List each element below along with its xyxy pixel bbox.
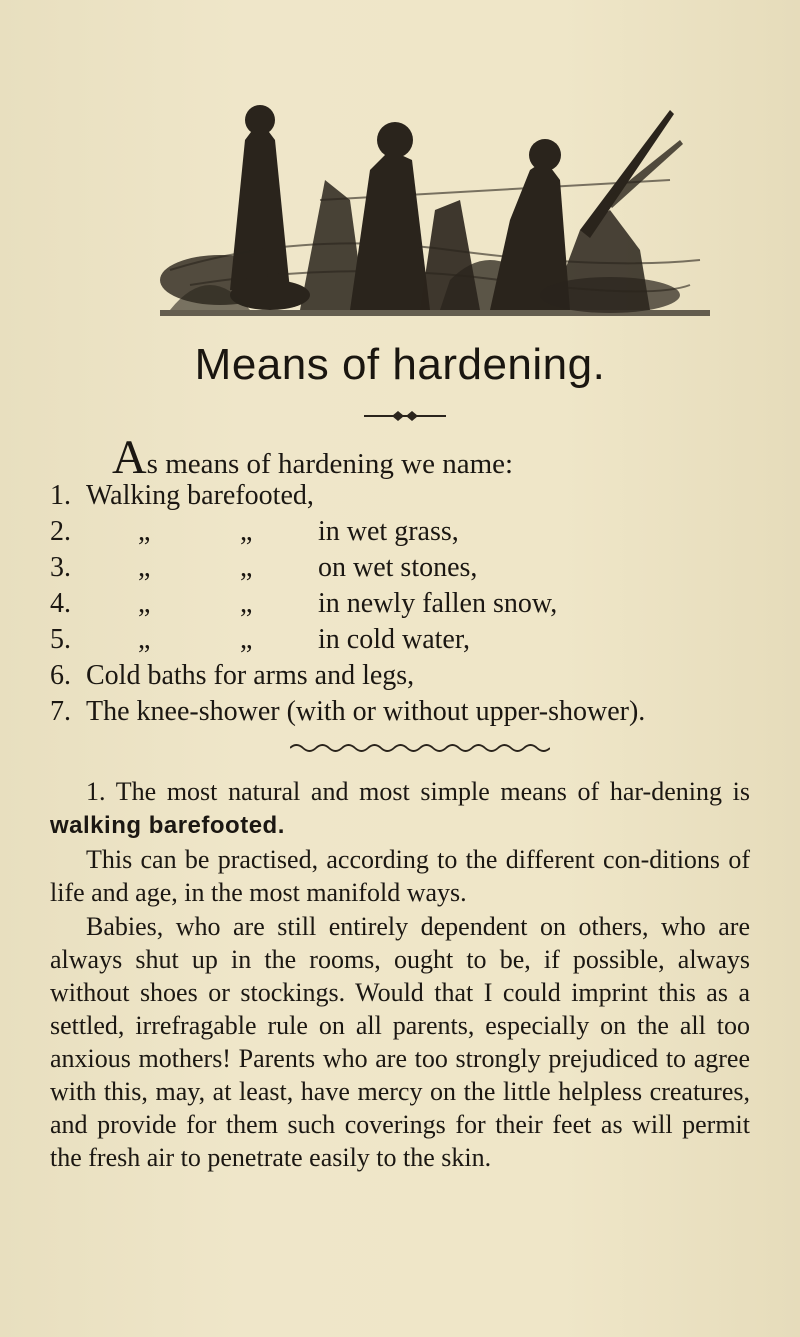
list-number: 6. [50,660,71,691]
list-text: Cold baths for arms and legs, [86,660,415,691]
intro-line [112,431,514,484]
list-item [50,658,415,694]
list-number: 5. [50,624,71,655]
ditto-mark: „ [138,588,151,619]
ornamental-rule [360,410,450,422]
hardening-means-list [50,478,646,730]
list-text: in cold water, [318,624,471,655]
list-item [50,694,646,730]
list-item [50,586,558,622]
list-number: 3. [50,552,71,583]
list-number: 7. [50,696,71,727]
list-item [50,622,471,658]
intro-text: s means of hardening we name: [146,448,514,480]
ditto-mark: „ [240,516,253,547]
list-item [50,550,478,586]
ditto-mark: „ [240,552,253,583]
page-title: Means of hardening. [194,340,606,389]
list-text: in wet grass, [318,516,459,547]
list-item [50,478,314,514]
ditto-mark: „ [240,624,253,655]
paragraph-1 [50,775,750,842]
paragraph-text: This can be practised, according to the different con-ditions of life and age, in the most manifold ways. [50,845,750,907]
list-number: 2. [50,516,71,547]
drop-cap: A [112,431,147,484]
list-number: 1. [50,480,71,511]
engraved-vignette-illustration [150,80,710,320]
list-text: The knee-shower (with or without upper-shower). [86,696,646,727]
emphasis-text: walking barefooted. [50,812,285,839]
ditto-mark: „ [240,588,253,619]
paragraph-3 [50,910,750,1174]
list-item [50,514,459,550]
paragraph-2 [50,843,750,909]
ditto-mark: „ [138,552,151,583]
ditto-mark: „ [138,516,151,547]
list-text: in newly fallen snow, [318,588,558,619]
ditto-mark: „ [138,624,151,655]
list-number: 4. [50,588,71,619]
paragraph-text: Babies, who are still entirely dependent on others, who are always shut up in the rooms, ought to be, if possible, always without shoes or stockings. Would that I could imprint this as a settled, irrefragable rule on all parents, especially on the all too anxious mothers! Parents who are too strongly prejudiced to agree with this, may, at least, have mercy on the little helpless creatures, and provide for them such coverings for their feet as will permit the fresh air to penetrate easily to the skin. [50,912,750,1172]
wavy-divider [290,742,550,754]
list-text: on wet stones, [318,552,478,583]
paragraph-text: 1. The most natural and most simple means of har-dening is [86,777,750,806]
list-text: Walking barefooted, [86,480,314,511]
